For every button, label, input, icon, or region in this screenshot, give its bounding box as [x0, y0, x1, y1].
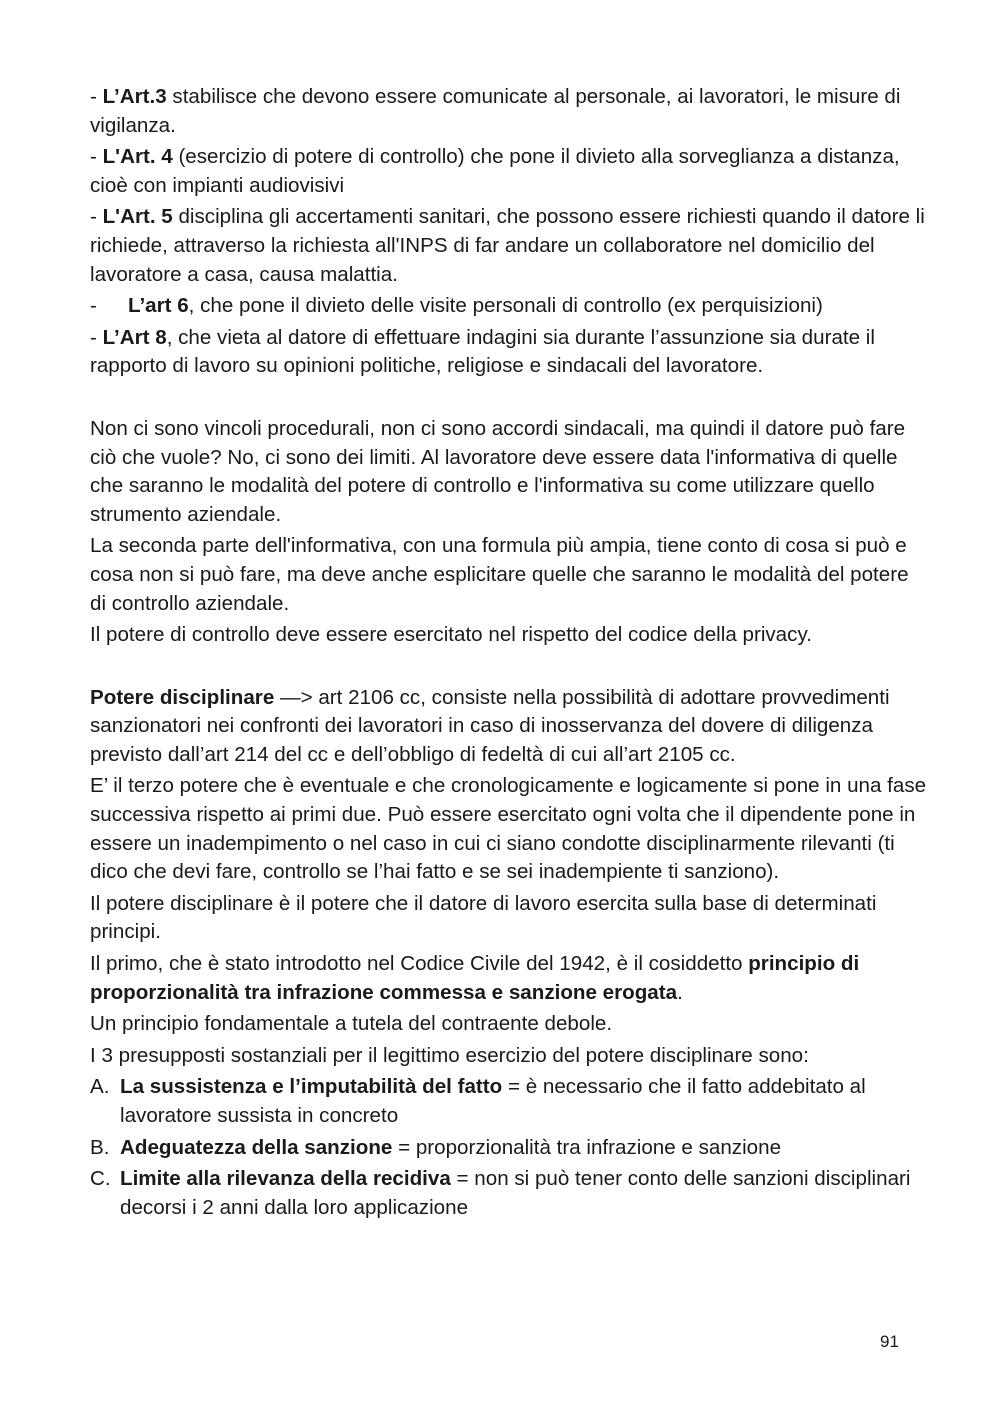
requirements-list: [90, 1073, 930, 1222]
requirement-title: Limite alla rilevanza della recidiva: [120, 1167, 451, 1191]
requirement-title: La sussistenza e l’imputabilità del fatto: [120, 1075, 503, 1099]
list-marker: A.: [90, 1075, 110, 1099]
list-marker: B.: [90, 1135, 110, 1159]
disciplinary-intro: Potere disciplinare —> art 2106 cc, consiste nella possibilità di adottare provvedimenti sanzionatori nei confronti dei lavoratori in caso di inosservanza del dovere di diligenza previsto dall’art 214 del cc e dell’obbligo di fedeltà di cui all’art 2105 cc.: [90, 685, 890, 766]
list-marker: C.: [90, 1167, 111, 1191]
article-8: - L’Art 8, che vieta al datore di effettuare indagini sia durante l’assunzione sia durate il rapporto di lavoro su opinioni politiche, religiose e sindacali del lavoratore.: [90, 325, 875, 378]
article-label: L'Art. 5: [102, 205, 173, 229]
paragraph-gap: [90, 384, 930, 415]
paragraph-gap: [90, 653, 930, 684]
page-content: [90, 83, 930, 1225]
list-item: B. Adeguatezza della sanzione = proporzionalità tra infrazione e sanzione: [90, 1134, 930, 1163]
article-5: - L'Art. 5 disciplina gli accertamenti sanitari, che possono essere richiesti quando il datore li richiede, attraverso la richiesta all'INPS di far andare un collaboratore nel domicilio del lavoratore a casa, causa malattia.: [90, 205, 925, 286]
section-heading: Potere disciplinare: [90, 685, 275, 709]
article-6: - L’art 6, che pone il divieto delle visite personali di controllo (ex perquisizioni): [90, 292, 930, 321]
disciplinary-paragraph-2: E’ il terzo potere che è eventuale e che cronologicamente e logicamente si pone in una fase successiva rispetto ai primi due. Può essere esercitato ogni volta che il dipendente pone in essere un inadempimento o nel caso in cui ci siano condotte disciplinarmente rilevanti (ti dico che devi fare, controllo se l’hai fatto e se sei inadempiente ti sanziono).: [90, 774, 927, 884]
page-number: 91: [880, 1332, 899, 1351]
disciplinary-paragraph-3: Il potere disciplinare è il potere che il datore di lavoro esercita sulla base di determinati principi.: [90, 891, 877, 944]
article-3: - L’Art.3 stabilisce che devono essere comunicate al personale, ai lavoratori, le misure di vigilanza.: [90, 85, 901, 137]
dash-marker: -: [90, 294, 97, 318]
control-paragraph-2: La seconda parte dell'informativa, con una formula più ampia, tiene conto di cosa si può e cosa non si può fare, ma deve anche esplicitare quelle che saranno le modalità del potere di controllo aziendale.: [90, 534, 909, 615]
disciplinary-paragraph-5: Un principio fondamentale a tutela del contraente debole.: [90, 1012, 613, 1036]
article-label: L’art 6: [128, 294, 189, 318]
list-item: A. La sussistenza e l’imputabilità del fatto = è necessario che il fatto addebitato al lavoratore sussista in concreto: [90, 1073, 930, 1130]
article-label: L’Art 8: [102, 325, 167, 349]
disciplinary-paragraph-4: Il primo, che è stato introdotto nel Codice Civile del 1942, è il cosiddetto principio di proporzionalità tra infrazione commessa e sanzione erogata.: [90, 952, 860, 1004]
article-label: L'Art. 4: [102, 145, 173, 169]
principle-name: principio di proporzionalità tra infrazione commessa e sanzione erogata: [90, 952, 860, 1004]
control-paragraph-3: Il potere di controllo deve essere esercitato nel rispetto del codice della privacy.: [90, 623, 812, 647]
control-paragraph-1: Non ci sono vincoli procedurali, non ci sono accordi sindacali, ma quindi il datore può fare ciò che vuole? No, ci sono dei limiti. Al lavoratore deve essere data l'informativa di quelle che saranno le modalità del potere di controllo e l'informativa su come utilizzare quello strumento aziendale.: [90, 416, 906, 526]
article-4: - L'Art. 4 (esercizio di potere di controllo) che pone il divieto alla sorveglianza a distanza, cioè con impianti audiovisivi: [90, 145, 900, 197]
article-label: L’Art.3: [102, 85, 167, 108]
disciplinary-paragraph-6: I 3 presupposti sostanziali per il legittimo esercizio del potere disciplinare sono:: [90, 1043, 809, 1067]
requirement-title: Adeguatezza della sanzione: [120, 1135, 393, 1159]
list-item: C. Limite alla rilevanza della recidiva = non si può tener conto delle sanzioni disciplinari decorsi i 2 anni dalla loro applicazione: [90, 1165, 930, 1222]
